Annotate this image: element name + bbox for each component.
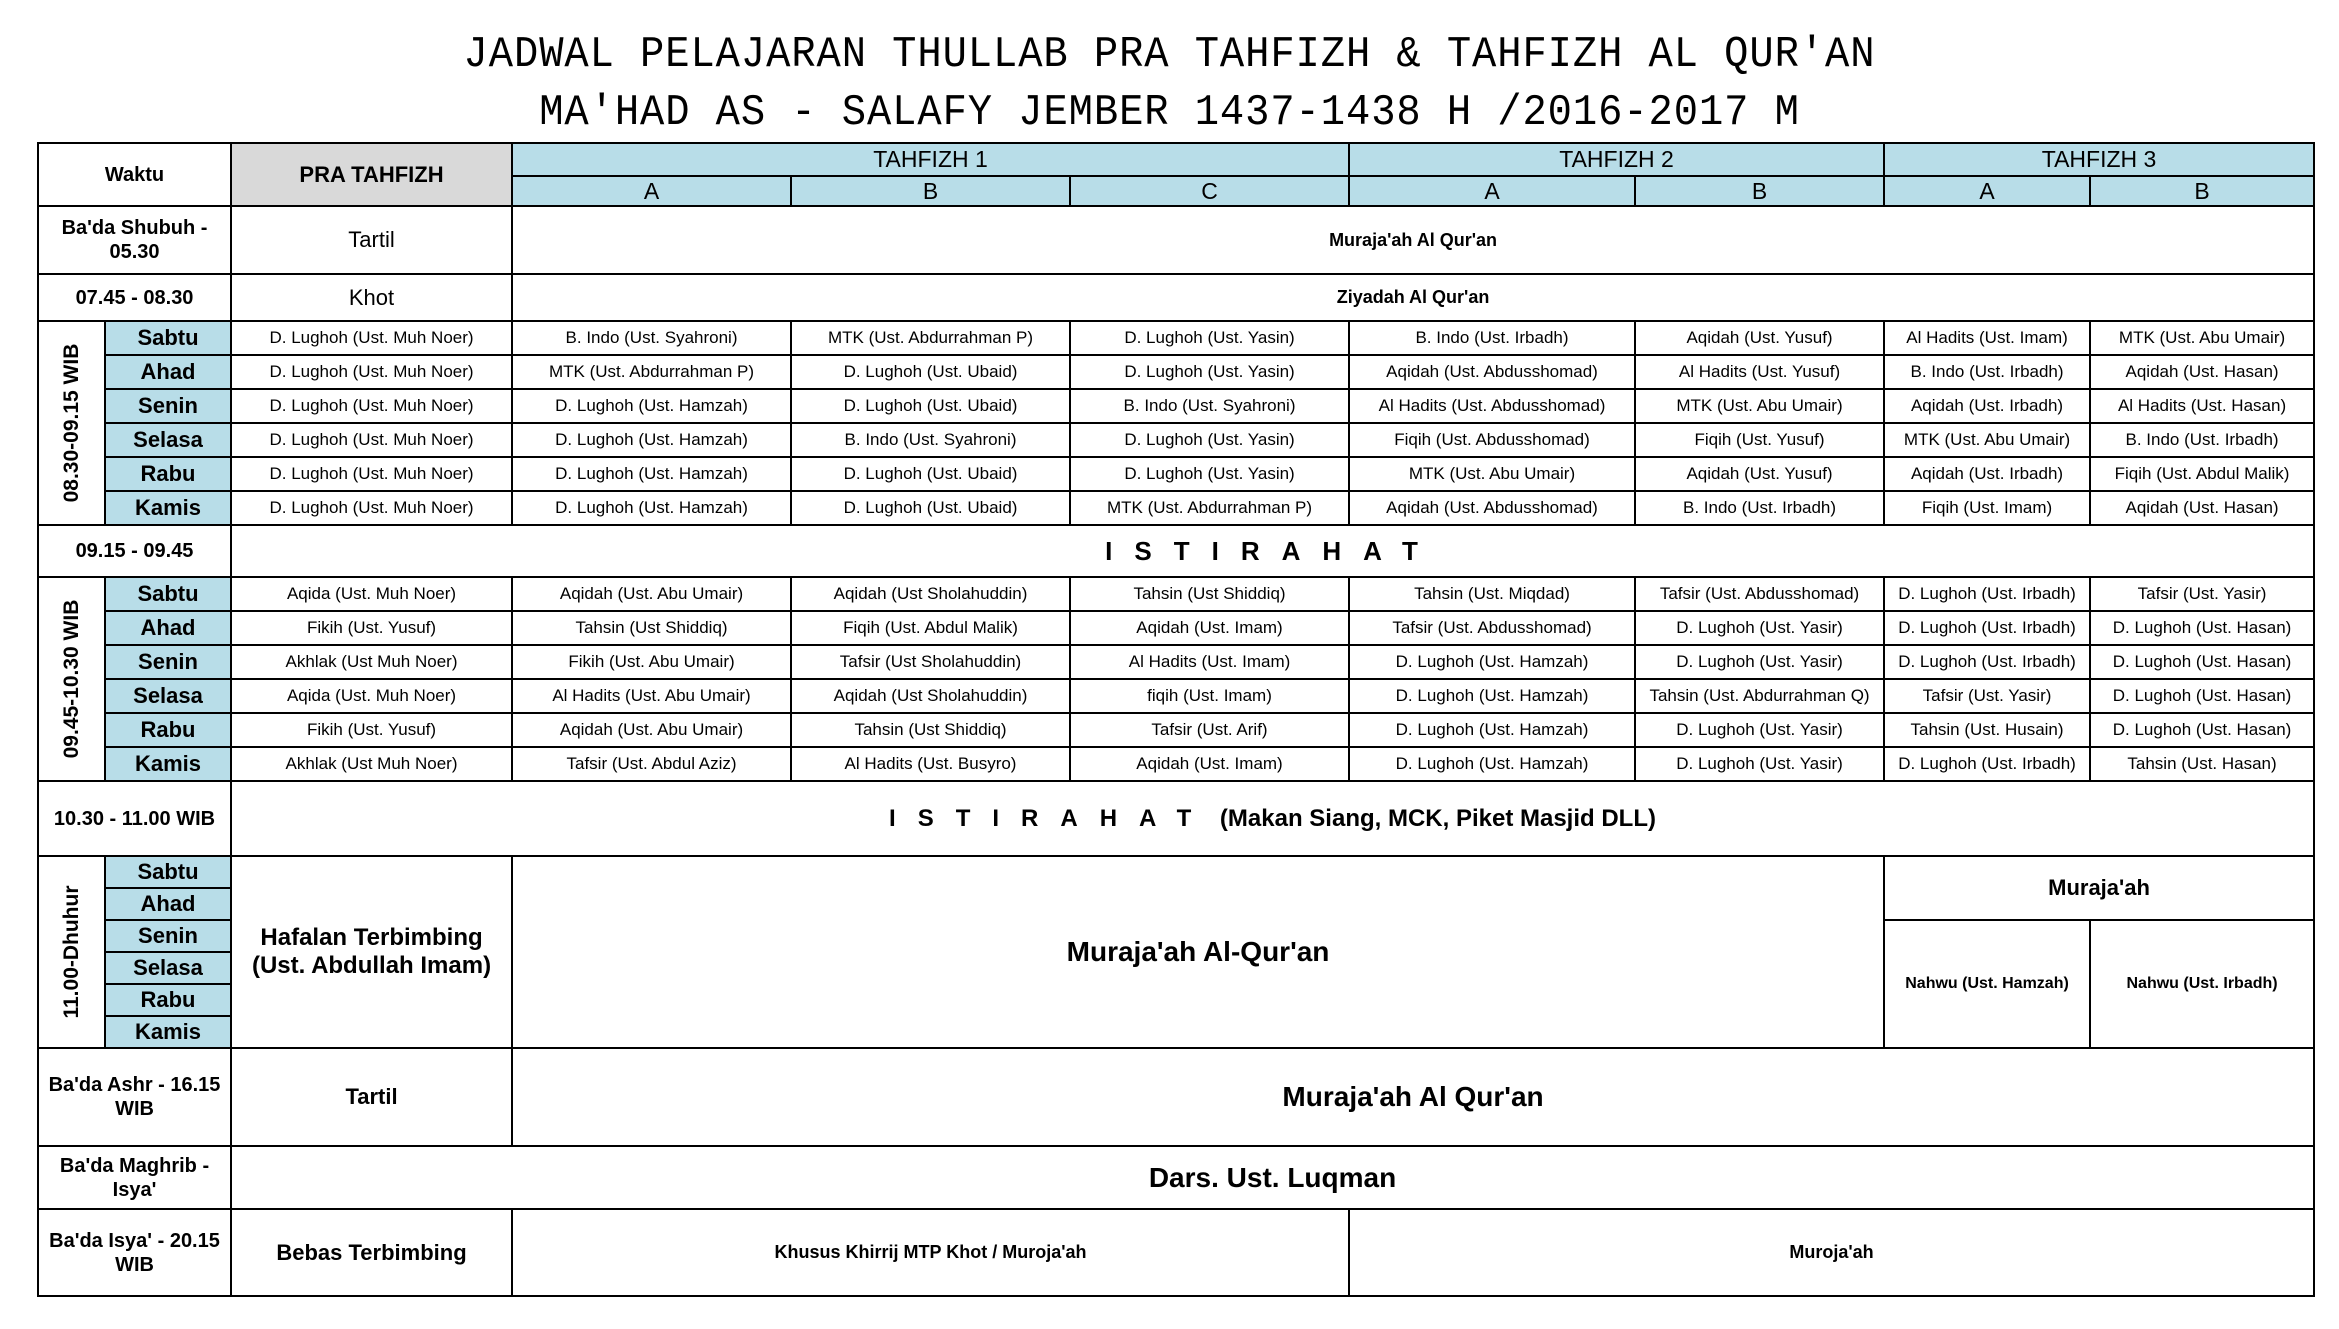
- lesson-cell: D. Lughoh (Ust. Muh Noer): [231, 457, 512, 491]
- col-header: B: [2090, 176, 2314, 206]
- lesson-cell: D. Lughoh (Ust. Hamzah): [512, 491, 791, 525]
- day-cell: Ahad: [105, 611, 231, 645]
- lesson-cell: MTK (Ust. Abu Umair): [1884, 423, 2090, 457]
- lesson-cell: B. Indo (Ust. Irbadh): [2090, 423, 2314, 457]
- lesson-cell: Aqidah (Ust. Abdusshomad): [1349, 491, 1635, 525]
- day-cell: Senin: [105, 389, 231, 423]
- lesson-cell: D. Lughoh (Ust. Hasan): [2090, 645, 2314, 679]
- main-cell: Dars. Ust. Luqman: [231, 1146, 2314, 1209]
- schedule-row: [38, 423, 2314, 457]
- lesson-cell: Aqidah (Ust Sholahuddin): [791, 679, 1070, 713]
- lesson-cell: Al Hadits (Ust. Abdusshomad): [1349, 389, 1635, 423]
- isya-row: [38, 1209, 2314, 1296]
- main-cell: Muraja'ah Al-Qur'an: [512, 856, 1884, 1048]
- day-cell: Ahad: [105, 888, 231, 920]
- lesson-cell: D. Lughoh (Ust. Ubaid): [791, 389, 1070, 423]
- lesson-cell: Fikih (Ust. Yusuf): [231, 611, 512, 645]
- schedule-row: [38, 645, 2314, 679]
- t3-title-cell: Muraja'ah: [1884, 856, 2314, 920]
- lesson-cell: D. Lughoh (Ust. Hamzah): [1349, 679, 1635, 713]
- session-time-label: [38, 321, 105, 525]
- lesson-cell: MTK (Ust. Abdurrahman P): [512, 355, 791, 389]
- day-cell: Rabu: [105, 457, 231, 491]
- lesson-cell: Aqida (Ust. Muh Noer): [231, 577, 512, 611]
- lesson-cell: Aqidah (Ust. Abu Umair): [512, 713, 791, 747]
- waktu-header: Waktu: [38, 143, 231, 206]
- schedule-row: [38, 355, 2314, 389]
- pra-cell: Khot: [231, 274, 512, 321]
- lesson-cell: Tahsin (Ust Shiddiq): [512, 611, 791, 645]
- lesson-cell: B. Indo (Ust. Syahroni): [791, 423, 1070, 457]
- lesson-cell: D. Lughoh (Ust. Hasan): [2090, 679, 2314, 713]
- lesson-cell: Aqida (Ust. Muh Noer): [231, 679, 512, 713]
- day-cell: Sabtu: [105, 856, 231, 888]
- title-line-1: JADWAL PELAJARAN THULLAB PRA TAHFIZH & TAHFIZH AL QUR'AN: [463, 30, 1876, 80]
- lesson-cell: D. Lughoh (Ust. Yasir): [1635, 747, 1884, 781]
- lesson-cell: D. Lughoh (Ust. Hasan): [2090, 611, 2314, 645]
- pagi-row: [38, 274, 2314, 321]
- lesson-cell: D. Lughoh (Ust. Yasin): [1070, 423, 1349, 457]
- lesson-cell: D. Lughoh (Ust. Muh Noer): [231, 423, 512, 457]
- lesson-cell: D. Lughoh (Ust. Hamzah): [512, 389, 791, 423]
- lesson-cell: Al Hadits (Ust. Abu Umair): [512, 679, 791, 713]
- lesson-cell: Tafsir (Ust. Yasir): [1884, 679, 2090, 713]
- lesson-cell: MTK (Ust. Abu Umair): [1635, 389, 1884, 423]
- lesson-cell: Tahsin (Ust. Miqdad): [1349, 577, 1635, 611]
- lesson-cell: D. Lughoh (Ust. Ubaid): [791, 355, 1070, 389]
- lesson-cell: D. Lughoh (Ust. Irbadh): [1884, 645, 2090, 679]
- day-cell: Selasa: [105, 679, 231, 713]
- main-cell: Muraja'ah Al Qur'an: [512, 206, 2314, 274]
- lesson-cell: D. Lughoh (Ust. Muh Noer): [231, 355, 512, 389]
- pra-cell: Tartil: [231, 206, 512, 274]
- time-cell: Ba'da Ashr - 16.15 WIB: [38, 1048, 231, 1146]
- session-time-label: [38, 577, 105, 781]
- lesson-cell: Fiqih (Ust. Imam): [1884, 491, 2090, 525]
- day-cell: Kamis: [105, 747, 231, 781]
- lesson-cell: Al Hadits (Ust. Imam): [1884, 321, 2090, 355]
- lesson-cell: Tafsir (Ust Sholahuddin): [791, 645, 1070, 679]
- lesson-cell: MTK (Ust. Abu Umair): [1349, 457, 1635, 491]
- lesson-cell: D. Lughoh (Ust. Yasir): [1635, 611, 1884, 645]
- day-cell: Kamis: [105, 1016, 231, 1048]
- pra-tahfizh-header: PRA TAHFIZH: [231, 143, 512, 206]
- lesson-cell: B. Indo (Ust. Syahroni): [512, 321, 791, 355]
- pra-cell: Hafalan Terbimbing (Ust. Abdullah Imam): [231, 856, 512, 1048]
- schedule-table: [37, 142, 2315, 1297]
- lesson-cell: D. Lughoh (Ust. Ubaid): [791, 491, 1070, 525]
- lesson-cell: Tahsin (Ust. Hasan): [2090, 747, 2314, 781]
- lesson-cell: D. Lughoh (Ust. Hamzah): [1349, 713, 1635, 747]
- day-cell: Selasa: [105, 423, 231, 457]
- time-cell: 09.15 - 09.45: [38, 525, 231, 577]
- lesson-cell: D. Lughoh (Ust. Hasan): [2090, 713, 2314, 747]
- lesson-cell: D. Lughoh (Ust. Irbadh): [1884, 747, 2090, 781]
- lesson-cell: Fikih (Ust. Yusuf): [231, 713, 512, 747]
- lesson-cell: B. Indo (Ust. Irbadh): [1635, 491, 1884, 525]
- lesson-cell: Aqidah (Ust. Abdusshomad): [1349, 355, 1635, 389]
- day-cell: Senin: [105, 920, 231, 952]
- break-label: ISTIRAHAT: [231, 525, 2314, 577]
- lesson-cell: Aqidah (Ust. Imam): [1070, 747, 1349, 781]
- day-cell: Rabu: [105, 984, 231, 1016]
- lesson-cell: fiqih (Ust. Imam): [1070, 679, 1349, 713]
- break1-row: [38, 525, 2314, 577]
- lesson-cell: Fikih (Ust. Abu Umair): [512, 645, 791, 679]
- lesson-cell: D. Lughoh (Ust. Yasin): [1070, 457, 1349, 491]
- title-line-2: MA'HAD AS - SALAFY JEMBER 1437-1438 H /2016-2017 M: [539, 88, 1800, 138]
- lesson-cell: Aqidah (Ust. Yusuf): [1635, 457, 1884, 491]
- lesson-cell: Aqidah (Ust. Imam): [1070, 611, 1349, 645]
- col-header: A: [1884, 176, 2090, 206]
- schedule-row: [38, 389, 2314, 423]
- tahfizh3-header: TAHFIZH 3: [1884, 143, 2314, 176]
- lesson-cell: Tafsir (Ust. Abdusshomad): [1635, 577, 1884, 611]
- lesson-cell: Al Hadits (Ust. Busyro): [791, 747, 1070, 781]
- lesson-cell: Al Hadits (Ust. Imam): [1070, 645, 1349, 679]
- lesson-cell: D. Lughoh (Ust. Yasin): [1070, 355, 1349, 389]
- lesson-cell: Akhlak (Ust Muh Noer): [231, 747, 512, 781]
- day-cell: Selasa: [105, 952, 231, 984]
- lesson-cell: Al Hadits (Ust. Hasan): [2090, 389, 2314, 423]
- session-time-text: 08.30-09.15 WIB: [59, 343, 83, 503]
- lesson-cell: Tahsin (Ust. Husain): [1884, 713, 2090, 747]
- pra-cell: Tartil: [231, 1048, 512, 1146]
- break-label-cell: [231, 781, 2314, 856]
- t3a-cell: Nahwu (Ust. Hamzah): [1884, 920, 2090, 1048]
- lesson-cell: Aqidah (Ust. Hasan): [2090, 355, 2314, 389]
- lesson-cell: B. Indo (Ust. Irbadh): [1349, 321, 1635, 355]
- lesson-cell: D. Lughoh (Ust. Yasir): [1635, 713, 1884, 747]
- lesson-cell: Fiqih (Ust. Abdul Malik): [791, 611, 1070, 645]
- schedule-row: [38, 747, 2314, 781]
- day-cell: Sabtu: [105, 321, 231, 355]
- maghrib-row: [38, 1146, 2314, 1209]
- break-note: (Makan Siang, MCK, Piket Masjid DLL): [1213, 804, 1656, 832]
- col-header: B: [1635, 176, 1884, 206]
- schedule-row: [38, 457, 2314, 491]
- time-cell: Ba'da Isya' - 20.15 WIB: [38, 1209, 231, 1296]
- lesson-cell: D. Lughoh (Ust. Yasir): [1635, 645, 1884, 679]
- lesson-cell: Akhlak (Ust Muh Noer): [231, 645, 512, 679]
- lesson-cell: Aqidah (Ust. Irbadh): [1884, 457, 2090, 491]
- session-time-text: 09.45-10.30 WIB: [59, 599, 83, 759]
- lesson-cell: D. Lughoh (Ust. Yasin): [1070, 321, 1349, 355]
- schedule-row: [38, 491, 2314, 525]
- lesson-cell: B. Indo (Ust. Syahroni): [1070, 389, 1349, 423]
- ashr-row: [38, 1048, 2314, 1146]
- lesson-cell: Tafsir (Ust. Abdul Aziz): [512, 747, 791, 781]
- lesson-cell: B. Indo (Ust. Irbadh): [1884, 355, 2090, 389]
- lesson-cell: D. Lughoh (Ust. Muh Noer): [231, 491, 512, 525]
- main-cell: Muraja'ah Al Qur'an: [512, 1048, 2314, 1146]
- lesson-cell: Aqidah (Ust. Hasan): [2090, 491, 2314, 525]
- lesson-cell: Tafsir (Ust. Arif): [1070, 713, 1349, 747]
- lesson-cell: Fiqih (Ust. Abdusshomad): [1349, 423, 1635, 457]
- lesson-cell: Aqidah (Ust Sholahuddin): [791, 577, 1070, 611]
- schedule-row: [38, 577, 2314, 611]
- schedule-row: [38, 679, 2314, 713]
- time-cell: Ba'da Maghrib - Isya': [38, 1146, 231, 1209]
- schedule-row: [38, 713, 2314, 747]
- col-header: C: [1070, 176, 1349, 206]
- pra-cell: Bebas Terbimbing: [231, 1209, 512, 1296]
- lesson-cell: D. Lughoh (Ust. Irbadh): [1884, 611, 2090, 645]
- subuh-row: [38, 206, 2314, 274]
- session-time-label: [38, 856, 105, 1048]
- lesson-cell: Fiqih (Ust. Abdul Malik): [2090, 457, 2314, 491]
- session-time-text: 11.00-Dhuhur: [59, 885, 83, 1019]
- main-cell: Ziyadah Al Qur'an: [512, 274, 2314, 321]
- lesson-cell: D. Lughoh (Ust. Muh Noer): [231, 389, 512, 423]
- lesson-cell: Al Hadits (Ust. Yusuf): [1635, 355, 1884, 389]
- lesson-cell: MTK (Ust. Abdurrahman P): [1070, 491, 1349, 525]
- tahfizh2-header: TAHFIZH 2: [1349, 143, 1884, 176]
- lesson-cell: D. Lughoh (Ust. Muh Noer): [231, 321, 512, 355]
- day-cell: Rabu: [105, 713, 231, 747]
- lesson-cell: Tahsin (Ust Shiddiq): [1070, 577, 1349, 611]
- schedule-row: [38, 321, 2314, 355]
- lesson-cell: D. Lughoh (Ust. Hamzah): [512, 423, 791, 457]
- isya-left-cell: Khusus Khirrij MTP Khot / Muroja'ah: [512, 1209, 1349, 1296]
- col-header: A: [512, 176, 791, 206]
- day-cell: Sabtu: [105, 577, 231, 611]
- isya-right-cell: Muroja'ah: [1349, 1209, 2314, 1296]
- col-header: A: [1349, 176, 1635, 206]
- lesson-cell: MTK (Ust. Abdurrahman P): [791, 321, 1070, 355]
- break2-row: [38, 781, 2314, 856]
- time-cell: 07.45 - 08.30: [38, 274, 231, 321]
- day-cell: Ahad: [105, 355, 231, 389]
- day-cell: Kamis: [105, 491, 231, 525]
- lesson-cell: D. Lughoh (Ust. Hamzah): [512, 457, 791, 491]
- time-cell: Ba'da Shubuh - 05.30: [38, 206, 231, 274]
- dhuhur-row: [38, 856, 2314, 888]
- lesson-cell: Tahsin (Ust Shiddiq): [791, 713, 1070, 747]
- lesson-cell: D. Lughoh (Ust. Hamzah): [1349, 645, 1635, 679]
- tahfizh1-header: TAHFIZH 1: [512, 143, 1349, 176]
- lesson-cell: D. Lughoh (Ust. Irbadh): [1884, 577, 2090, 611]
- lesson-cell: Aqidah (Ust. Abu Umair): [512, 577, 791, 611]
- lesson-cell: Fiqih (Ust. Yusuf): [1635, 423, 1884, 457]
- t3b-cell: Nahwu (Ust. Irbadh): [2090, 920, 2314, 1048]
- lesson-cell: D. Lughoh (Ust. Hamzah): [1349, 747, 1635, 781]
- lesson-cell: Aqidah (Ust. Yusuf): [1635, 321, 1884, 355]
- time-cell: 10.30 - 11.00 WIB: [38, 781, 231, 856]
- lesson-cell: Aqidah (Ust. Irbadh): [1884, 389, 2090, 423]
- lesson-cell: D. Lughoh (Ust. Ubaid): [791, 457, 1070, 491]
- lesson-cell: Tafsir (Ust. Yasir): [2090, 577, 2314, 611]
- schedule-row: [38, 611, 2314, 645]
- lesson-cell: Tafsir (Ust. Abdusshomad): [1349, 611, 1635, 645]
- col-header: B: [791, 176, 1070, 206]
- lesson-cell: MTK (Ust. Abu Umair): [2090, 321, 2314, 355]
- header-row-1: [38, 143, 2314, 176]
- break-label: ISTIRAHAT: [889, 804, 1214, 832]
- lesson-cell: Tahsin (Ust. Abdurrahman Q): [1635, 679, 1884, 713]
- day-cell: Senin: [105, 645, 231, 679]
